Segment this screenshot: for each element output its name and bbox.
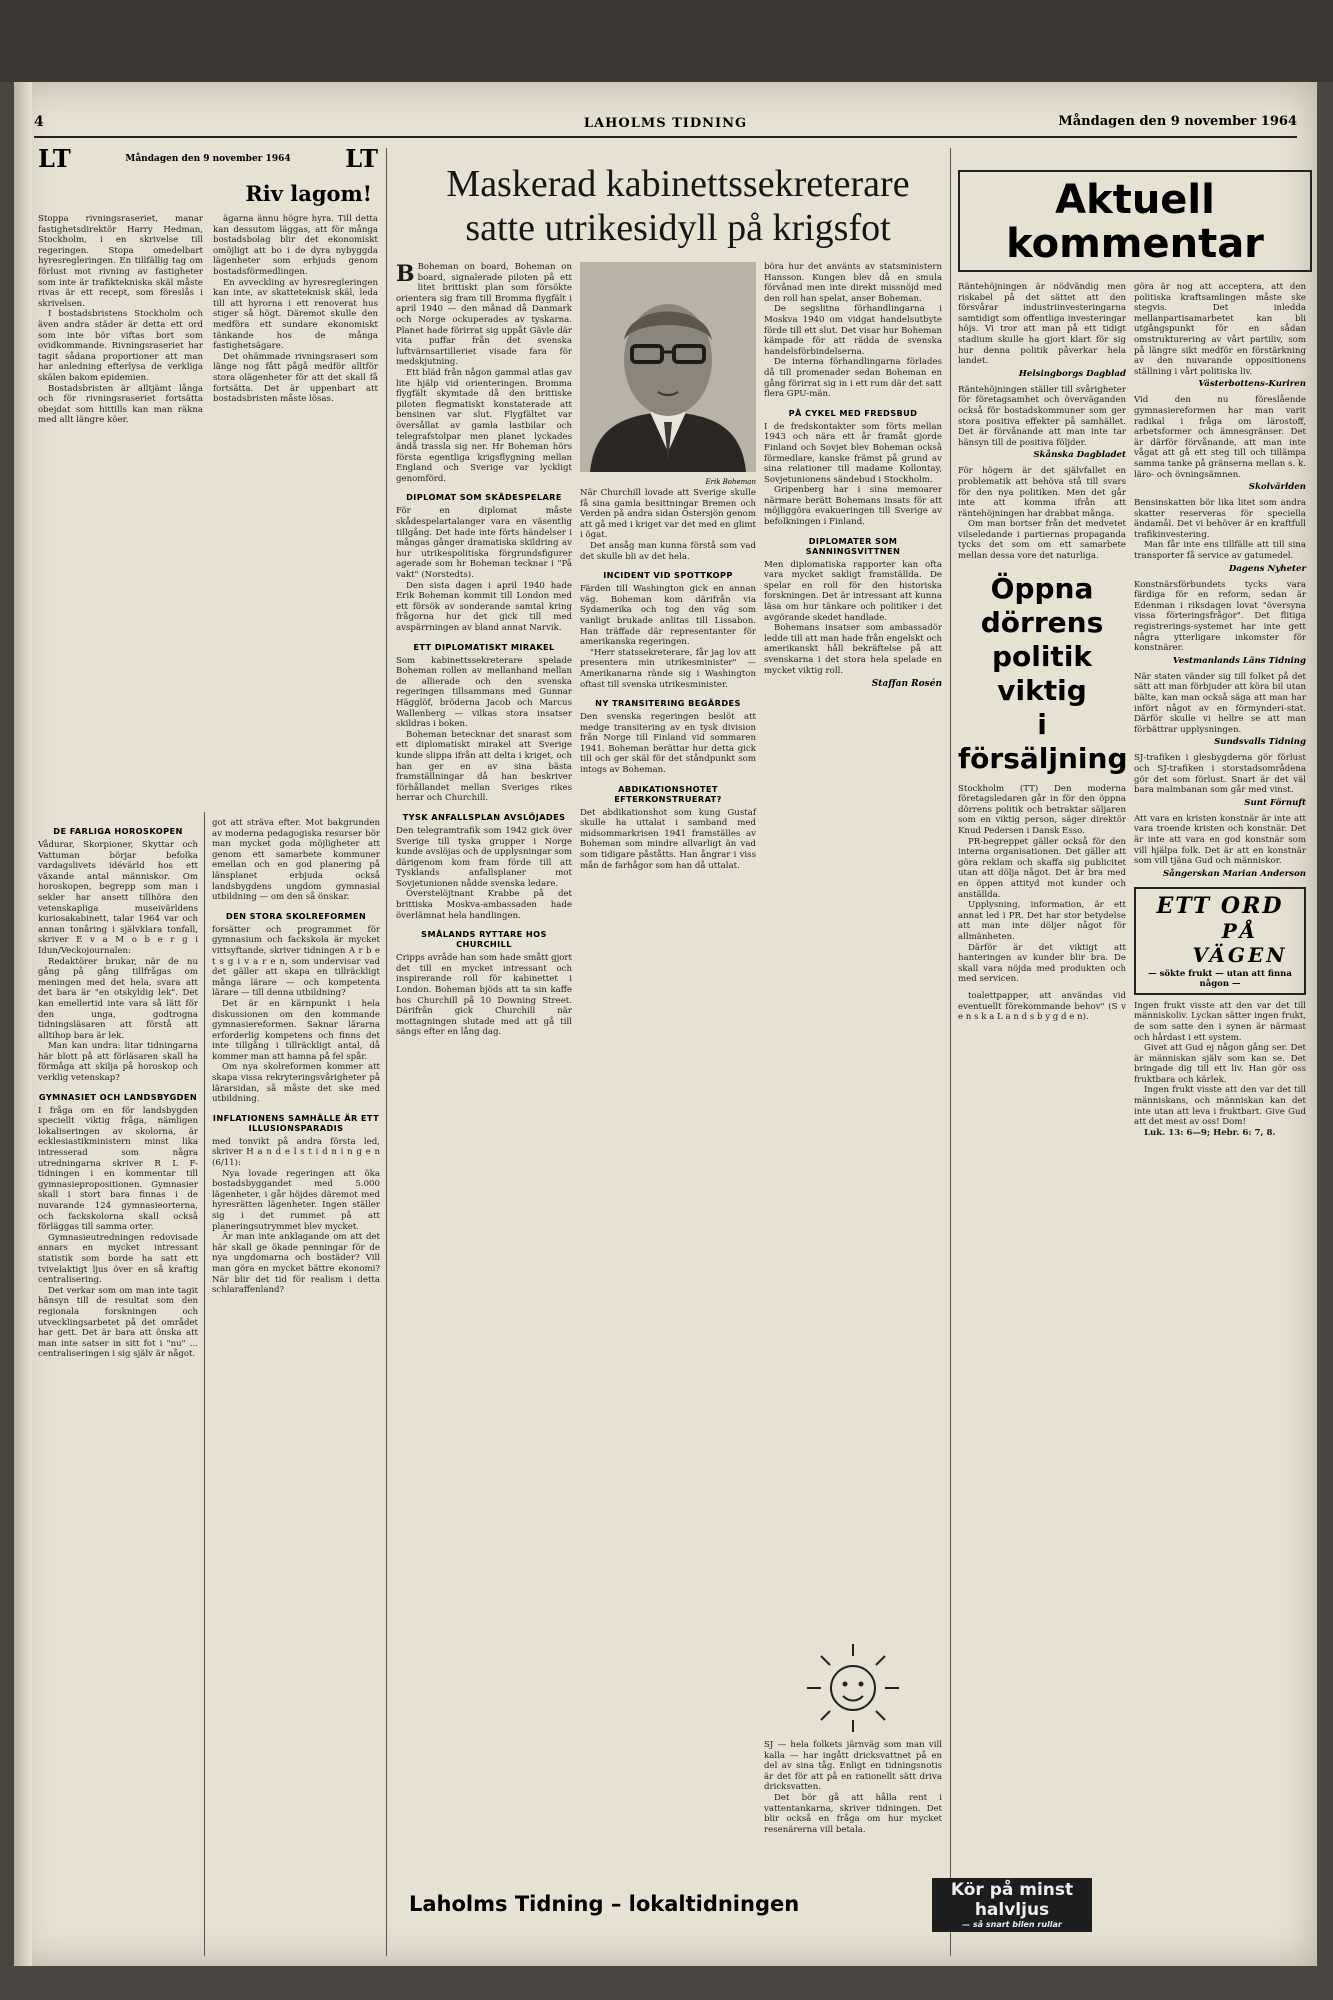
paragraph: Men diplomatiska rapporter kan ofta vara mycket sakligt framställda. De spelar en roll för den historiska forskningen. Det är intressant att kunna läsa om hur tänkare och politiker i det avgörande skedet handlade. — [764, 559, 942, 623]
paragraph: Nya lovade regeringen att öka bostadsbyggandet med 5.000 lägenheter, i går höjdes däremot med hyresrätten lägenheter. Ingen ställer sig i det rummet på att planeringsutrymmet blev mycket. — [212, 1168, 380, 1232]
ad-line-2: halvljus — [974, 1900, 1050, 1920]
main-article-col-1 — [396, 262, 572, 1862]
paragraph: Ingen frukt visste att den var det till människans, och människan kan det inte utan att leva i fruktbart. Give Gud att det mest av oss! Dom! — [1134, 1085, 1306, 1128]
mirakel-heading: ETT DIPLOMATISKT MIRAKEL — [413, 641, 555, 652]
kor-pa-halvljus-ad — [932, 1878, 1092, 1932]
paragraph: Bostadsbristen är alltjämt långa och för rivningsraseriet fortsätta obejdat som hittills kan man räkna med allt längre köer. — [38, 383, 203, 426]
paragraph: SJ — hela folkets järnväg som man vill kalla — har ingått dricksvattnet på en del av sina tåg. Enligt en tidningsnotis är det för att på en rationellt sätt driva dricksvatten. — [764, 1740, 942, 1793]
riv-lagom-title: Riv lagom! — [245, 181, 372, 206]
paragraph: Överstelöjtnant Krabbe på det brittiska Moskva-ambassaden hade överlämnat hela handlingen. — [396, 889, 572, 921]
kommentar-body-1 — [958, 282, 1126, 1862]
portrait-image — [580, 262, 756, 472]
main-article-col-3 — [764, 262, 942, 1862]
paragraph: Bensinskatten bör lika litet som andra skatter reserveras för speciella ändamål. Det vi behöver är en kraftfull trafikinvestering. — [1134, 498, 1306, 540]
ett-ord-title: ETT ORD — [1156, 892, 1284, 919]
paragraph: ägarna ännu högre hyra. Till detta kan dessutom läggas, att för många bostadsbolag blir det ekonomiskt omöjligt att bo i de dyra nybyggda lägenheter som erbjuds genom bostadsförmedlingen. — [213, 214, 378, 277]
paragraph-text: Boheman on board, Boheman on board, signalerade piloten på ett litet brittiskt plan som försökte orientera sig fram till Bromma flygfält i april 1940 — den månad då Danmark och Norge ockuperades av tyskarna. Planet hade förirrat sig uppåt Gävle där vita puffar från det svenska luftvärnsartilleriet visade fara för medskjutning. — [396, 262, 572, 368]
anfall-heading: TYSK ANFALLSPLAN AVSLÖJADES — [402, 811, 566, 822]
paragraph: med tonvikt på andra första led, skriver H a n d e l s t i d n i n g e n (6/11): — [212, 1136, 380, 1169]
paragraph: Det är en kärnpunkt i hela diskussionen om den kommande gymnasiereformen. Saknar lärarna erforderlig kompetens och finns det inte tillgång i tillräckligt antal, då kommer man att hamna på fel spår. — [212, 998, 380, 1062]
paragraph: Om man bortser från det medvetet vilseledande i partiernas propaganda tycks det som om ett samarbete mellan dessa vore det naturliga. — [958, 519, 1126, 562]
paragraph: Räntehöjningen ställer till svårigheter för företagsamhet och överväganden också för bostadskommuner som ger stora positiva effekter på samhället. Det är förvånande att man inte tar hänsyn till de positiva följder. — [958, 384, 1126, 448]
source-sundsvalls: Sundsvalls Tidning — [1214, 737, 1306, 748]
source-vasterbottens: Västerbottens-Kuriren — [1198, 379, 1306, 390]
paragraph: I fråga om en för landsbygden speciellt viktig fråga, nämligen lokaliseringen av skolorna, är ecklesiastikministern minst lika intresserad som några utredningarna skriver R L F-tidningen i en kommentar till gymnasiepropositionen. Gymnasier skall i stort bara finnas i de nuvarande 124 gymnasieorterna, och fackskolorna skall också förläggas till samma orter. — [38, 1105, 198, 1233]
headline-line: i försäljning — [958, 707, 1128, 775]
paragraph: Den telegramtrafik som 1942 gick över Sverige till tyska grupper i Norge kunde avslöjas och de upplysningar som därigenom kom fram förde till att Tysklands anfallsplaner mot Sovjetunionen nådde svenska ledare. — [396, 825, 572, 889]
pa-vagen-title: PÅ VÄGEN — [1192, 918, 1288, 967]
paragraph: Boheman betecknar det snarast som ett diplomatiskt mirakel att Sverige kunde slippa ifrån att delta i kriget, och han ger en av sina bästa framställningar då han beskriver förhållandet mellan Sveriges rikes herrar och Churchill. — [396, 729, 572, 804]
paragraph: När Churchill lovade att Sverige skulle få sina gamla besittningar Bremen och Verden på andra sidan Östersjön genom att gå med i kriget var det med en glimt i ögat. — [580, 488, 756, 541]
paragraph: Att vara en kristen konstnär är inte att vara troende kristen och konstnär. Det är inte att vara en god konstnär som vill hjälpa folk. Det är att en konstnär som vill tjäna Gud och människor. — [1134, 813, 1306, 867]
paragraph: I de fredskontakter som förts mellan 1943 och nära ett år framåt gjorde Finland och Sovjet blev Boheman också förmedlare, kanske främst på grund av sina relationer till madame Kollontay, Sovjetunionens sändebud i Stockholm. — [764, 421, 942, 485]
paragraph: Är man inte anklagande om att det här skall ge ökade penningar för de nya ungdomarna och bostäder? Vill man göra en mycket bättre ekonomi? När blir det tid för realism i detta schlaraffenland? — [212, 1232, 380, 1296]
paragraph: Upplysning, information, är ett annat led i PR. Det har stor betydelse att man inte döljer något för allmänheten. — [958, 900, 1126, 942]
inflationens-heading: INFLATIONENS SAMHÄLLE ÄR ETT ILLUSIONSPARADIS — [212, 1112, 380, 1133]
paragraph: Det bör gå att hålla rent i vattentankarna, skriver tidningen. Det blir också en fråga om hur mycket resenärerna vill betala. — [764, 1792, 942, 1835]
lt-logo-left: LT — [38, 144, 71, 173]
lt-date: Måndagen den 9 november 1964 — [125, 153, 291, 164]
skolreformen-column — [212, 818, 380, 1958]
headline-line: politik viktig — [991, 639, 1093, 707]
paragraph: Det ansåg man kunna förstå som vad det skulle bli av det hela. — [580, 540, 756, 562]
paragraph: forsätter och programmet för gymnasium och fackskola är mycket vittsyftande, skriver tidningen A r b e t s g i v a r e n, som undervisar vad det gäller att skapa en tillräckligt många lärare — och kompetenta lärare — till denna utbildning? — [212, 924, 380, 999]
column-rule — [204, 812, 205, 1956]
paragraph: Vådurar, Skorpioner, Skyttar och Vattuman börjar befolka vardagslivets idévärld hos ett växande antal människor. Om horoskopen, begrepp som man i sekler har ansett tillhöra den vetenskapliga museivärldens kuriosakabinett, talar 1964 var och annan tonåring i självklara tonfall, skriver E v a M o b e r g i Idun/Veckojournalen: — [38, 840, 198, 956]
kommentar-title: kommentar — [1006, 221, 1264, 267]
ett-ord-box — [1134, 887, 1306, 995]
main-article-col-2 — [580, 262, 756, 1862]
scan-background — [0, 0, 1333, 82]
headline-line: Öppna dörrens — [980, 571, 1104, 639]
paragraph: Redaktörer brukar, när de nu gång på gång tillfrågas om meningen med det hela, svara att det bara är "en otskyldig lek". Det kan emellertid inte vara så lätt för den unga, godtrogna tidningsläsaren att förstå att alltihop bara är lek. — [38, 956, 198, 1041]
horoskop-column — [38, 818, 198, 1958]
paragraph: Givet att Gud ej någon gång ser. Det är människan själv som kan se. Det bringade dig till ett liv. Han gör oss fruktbara och kärlek. — [1134, 1043, 1306, 1085]
paragraph: Konstnärsförbundets tycks vara färdiga för en reform, sedan är Edenman i riksdagen lovat "översyna vissa förteringsfrågor". Det flitiga registrerings-systemet har inte gett några ytterligare inkomster för konstnärer. — [1134, 579, 1306, 654]
paragraph: De interna förhandlingarna förlades då till promenader sedan Boheman en gång förirrat sig in i ett rum där det satt flera GPU-män. — [764, 357, 942, 400]
source-skolvarlden: Skolvärlden — [1248, 482, 1306, 493]
paragraph: Stockholm (TT) Den moderna företagsledaren går in för den öppna dörrens politik och betraktar säljaren som en viktig person, säger direktör Knud Pedersen i Dansk Esso. — [958, 783, 1126, 837]
paragraph: Gymnasieutredningen redovisade annars en mycket intressant statistik som borde ha satt ett tvivelaktigt ljus över en så kraftig centralisering. — [38, 1232, 198, 1286]
page-number: 4 — [34, 114, 44, 130]
paragraph: I bostadsbristens Stockholm och även andra städer är detta ett ord som inte bör viftas bort som ovidkommande. Rivningsraseriet har tagit sådana proportioner att man har anledning efterlysa de verkliga skälen bakom epidemien. — [38, 309, 203, 383]
column-rule — [950, 148, 951, 1956]
paragraph: Som kabinettssekreterare spelade Boheman rollen av mellanhand mellan de allierade och den svenska regeringen tillsammans med Gunnar Hägglöf, bröderna Jacob och Marcus Wallenberg — vilkas stora insatser skildras i boken. — [396, 655, 572, 730]
paragraph: Ingen frukt visste att den var det till människoliv. Lyckan sätter ingen frukt, de som satte den i synen är närmast och hårdast i ett system. — [1134, 1000, 1306, 1043]
kommentar-body-2 — [1134, 282, 1306, 1882]
lt-column — [38, 144, 378, 810]
paragraph: För högern är det självfallet en problematik att behöva stå till svars för den nya politiken. Men det går inte att komma ifrån att räntehöjningen har drabbat många. — [958, 466, 1126, 519]
aktuell-title: Aktuell — [1055, 177, 1215, 223]
paragraph: De segslitna förhandlingarna i Moskva 1940 om vidgat handelsutbyte förde till ett slut. Det visar hur Boheman kämpade för att rädda de svenska handelsförbindelserna. — [764, 304, 942, 357]
aktuell-kommentar-box — [958, 170, 1312, 272]
header-date: Måndagen den 9 november 1964 — [1058, 114, 1297, 129]
main-headline — [409, 162, 947, 250]
paragraph: böra hur det använts av statsministern Hansson. Kungen blev då en smula förvånad men inte direkt missnöjd med den roll han spelat, anser Boheman. — [764, 262, 942, 304]
paragraph: göra är nog att acceptera, att den politiska kraftsamlingen måste ske stegvis. Det inledda mellanpartisamarbetet kan bli utgångspunkt för en sådan omstrukturering av vårt partiliv, som på längre sikt medför en förstärkning av den nuvarande oppositionens ställning i vårt politiska liv. — [1134, 282, 1306, 377]
page-header — [34, 114, 1297, 138]
paragraph: SJ-trafiken i glesbygderna gör förlust och SJ-trafiken i storstadsområdena gör det som förlust. Snart är det väl bara malmbanan som går med vinst. — [1134, 753, 1306, 796]
paragraph: Det ohämmade rivningsraseri som länge nog fått pågå medför alltför stora olägenheter för att det skall få fortsätta. Det är uppenbart att bostadsbristen måste lösas. — [213, 351, 378, 405]
article-signature: Staffan Rosén — [871, 679, 942, 690]
paragraph: Stoppa rivningsraseriet, manar fastighetsdirektör Harry Hedman, Stockholm, i en skrivelse till regeringen. Stopa omedelbart hyresregleringen. En tillfällig tag om förlust mot rivning av fastigheter som inte är trafiktekniska skäl måste rivas är ett recept, som föreslås i skrivelsen. — [38, 214, 203, 309]
paragraph: Man får inte ens tillfälle att till sina transporter få service av gatumedel. — [1134, 540, 1306, 562]
sj-blurb — [764, 1632, 942, 1912]
paragraph: PR-begreppet gäller också för den interna organisationen. Det gäller att göra reklam och skaffa sig publicitet utan att dölja något. Det är bra med en öppen attityd mot kunder och anställda. — [958, 836, 1126, 900]
newspaper-page — [14, 82, 1317, 1966]
churchill-heading: SMÅLANDS RYTTARE HOS CHURCHILL — [421, 929, 547, 950]
photo-caption: Erik Boheman — [705, 478, 756, 486]
incident-heading: INCIDENT VID SPOTTKOPP — [603, 570, 733, 581]
paragraph: Det abdikationshot som kung Gustaf skulle ha uttalat i samband med midsommarkrisen 1941 framställes av Boheman som mindre allvarligt än vad som tidigare påståtts. Han ångrar i viss mån de farhågor som han då uttalat. — [580, 807, 756, 871]
gymnasiet-heading: GYMNASIET OCH LANDSBYGDEN — [38, 1091, 198, 1102]
paragraph: Om nya skolreformen kommer att skapa vissa rekryteringsvårigheter på lärarsidan, så måste det ske med utbildning. — [212, 1062, 380, 1105]
ad-line-3: — så snart bilen rullar — [962, 1920, 1062, 1929]
source-vestmanlands: Vestmanlands Läns Tidning — [1172, 655, 1306, 666]
paragraph: Den sista dagen i april 1940 hade Erik Boheman kommit till London med ett försök av sonderande samtal kring frågorna hur det gick till med avspärrningen av bland annat Narvik. — [396, 580, 572, 633]
riv-lagom-body — [38, 214, 378, 426]
boheman-photo — [580, 262, 756, 484]
paragraph: Ett bläd från någon gammal atlas gav lite hjälp vid orienteringen. Bromma flygfält skymtade då den brittiske piloten flegmatiskt konstaterade att bensinen var slut. Flygfältet var översållat av gamla lastbilar och telegrafstolpar men planet lyckades ändå trassla sig ner. Hr Boheman hörs första egentliga krigsflygning mellan England och Sverige var lyckligt genomförd. — [396, 367, 572, 484]
diplomat-heading: DIPLOMAT SOM SKÅDESPELARE — [406, 492, 562, 503]
transitering-heading: NY TRANSITERING BEGÄRDES — [595, 698, 741, 709]
column-rule — [386, 148, 387, 1956]
headline-line-1: Maskerad kabinettssekreterare — [446, 163, 910, 205]
paragraph: Bohemans insatser som ambassadör ledde till att man hade från engelskt och amerikanskt håll bekräftelse på att svenskarna i det stora hela spelade en mycket viktig roll. — [764, 623, 942, 676]
paragraph: Räntehöjningen är nödvändig men riskabel på det sättet att den försvårar industriinvesteringarna samtidigt som offentliga investeringar höjs. Vi tror att man på ett tidigt stadium skulle ha gjort klart för sig hur denna politik påverkar hela landet. — [958, 282, 1126, 367]
sun-cartoon-icon — [793, 1636, 913, 1736]
paragraph: Cripps avråde han som hade smått gjort det till en mycket intressant och inspirerande roll för kabinettet i London. Boheman bjöds att ta sin kaffe hos Churchill på 10 Downing Street. Därifrån gick Churchill när mottagningen slutade med att gå till sängs efter en lång dag. — [396, 953, 572, 1038]
paragraph: got att sträva efter. Mot bakgrunden av moderna pedagogiska resurser bör man mycket goda möjligheter att genom ett samarbete kommuner emellan och en god planering på länsplanet erbjuda också landsbygdens ungdom gymnasial utbildning — om den så önskar. — [212, 818, 380, 903]
source-skanska: Skånska Dagbladet — [1033, 450, 1126, 461]
cykel-heading: PÅ CYKEL MED FREDSBUD — [788, 407, 918, 418]
bible-reference: Luk. 13: 6—9; Hebr. 6: 7, 8. — [1144, 1127, 1276, 1138]
source-sangerskan: Sångerskan Marian Anderson — [1162, 868, 1306, 879]
source-helsingborgs: Helsingborgs Dagblad — [1018, 368, 1126, 379]
paragraph: En avveckling av hyresregleringen kan inte, av skatteteknisk skäl, leda till att hyrorna i ett renoverat hus stiger så högt. Däremot skulle den medföra ett sundare ekonomiskt tänkande hos de många fastighetsägare. — [213, 277, 378, 352]
paragraph: Den svenska regeringen beslöt att medge transitering av en tysk division från Norge till Finland vid sommaren 1941. Boheman berättar hur detta gick till och ger skäl för det ståndpunkt som intogs av Boheman. — [580, 712, 756, 776]
paragraph: För en diplomat måste skådespelartalanger vara en väsentlig tillgång. Det hade inte förts händelser i mångas gånger dramatiska skildring av hur utrikespolitiska förgrundsfigurer agerade som hr Boheman tecknar i "På vakt" (Norstedts). — [396, 506, 572, 581]
ett-ord-subtitle: — sökte frukt — utan att finna någon — — [1148, 968, 1292, 989]
paragraph: När staten vänder sig till folket på det sätt att man förbjuder att köra bil utan bälte, kan man också säga att man har infört något av en förmynderi-stat. Därför skulle vi hellre se att man förbättrar upplysningen. — [1134, 671, 1306, 735]
paragraph: Färden till Washington gick en annan väg. Boheman kom därifrån via Sydamerika och tog den väg som vanligt brukade anlitas till Lissabon. Han träffade där representanter för amerikanska regeringen. — [580, 584, 756, 648]
lt-bar — [38, 144, 378, 173]
paragraph: "Herr statssekreterare, får jag lov att presentera min utrikesminister" — Amerikanarna rände sig i Washington oftast till svenska utrikesminister. — [580, 647, 756, 690]
laholms-promo: Laholms Tidning – lokaltidningen — [409, 1892, 800, 1916]
abdikation-heading: ABDIKATIONSHOTET EFTERKONSTRUERAT? — [614, 783, 722, 804]
oppna-dorrens-headline — [958, 572, 1126, 776]
paragraph: Vid den nu föreslående gymnasiereformen har man varit radikal i fråga om lärostoff, arbetsformer och ämnesgränser. Det är därför förvånande, att man inte vågat att gå ett steg till och tillämpa samma tanke på gränserna mellan s. k. läro- och övningsämnen. — [1134, 395, 1306, 480]
paragraph: Man kan undra: litar tidningarna här blott på att förläsaren skall ha förmåga att skilja på horoskop och verklig vetenskap? — [38, 1041, 198, 1084]
ad-line-1: Kör på minst — [950, 1880, 1074, 1900]
skolreformen-heading: DEN STORA SKOLREFORMEN — [225, 910, 367, 921]
headline-line-2: satte utrikesidyll på krigsfot — [465, 207, 891, 249]
paragraph: Gripenberg har i sina memoarer närmare berätt Bohemans insats för att möjliggöra evakueringen till Sverige av befolkningen i Finland. — [764, 485, 942, 528]
drop-cap: B — [396, 261, 415, 287]
page-binding-shadow — [14, 82, 32, 1966]
diplomater-heading: DIPLOMATER SOM SANNINGSVITTNEN — [805, 535, 901, 556]
paragraph: Därför är det viktigt att hanteringen av kunder blir bra. De skall vara nöjda med produkten och med servicen. — [958, 942, 1126, 985]
source-sunt-fornuft: Sunt Förnuft — [1244, 797, 1306, 808]
horoskop-heading: DE FARLIGA HOROSKOPEN — [53, 826, 183, 836]
paper-name: LAHOLMS TIDNING — [583, 116, 748, 131]
lt-logo-right: LT — [345, 144, 378, 173]
paragraph — [396, 262, 572, 368]
toalett-paragraph: toalettpapper, att användas vid eventuellt förekommande behov" (S v e n s k a L a n d s b y g d e n). — [958, 990, 1126, 1023]
source-dagens-nyheter: Dagens Nyheter — [1228, 563, 1306, 574]
paragraph: Det verkar som om man inte tagit hänsyn till de resultat som den regionala forskningen och utvecklingsarbetet på det området har gett. Det är bara att önska att man inte satser in sitt fot i "nu" ... centraliseringen i sig själv är något. — [38, 1285, 198, 1360]
